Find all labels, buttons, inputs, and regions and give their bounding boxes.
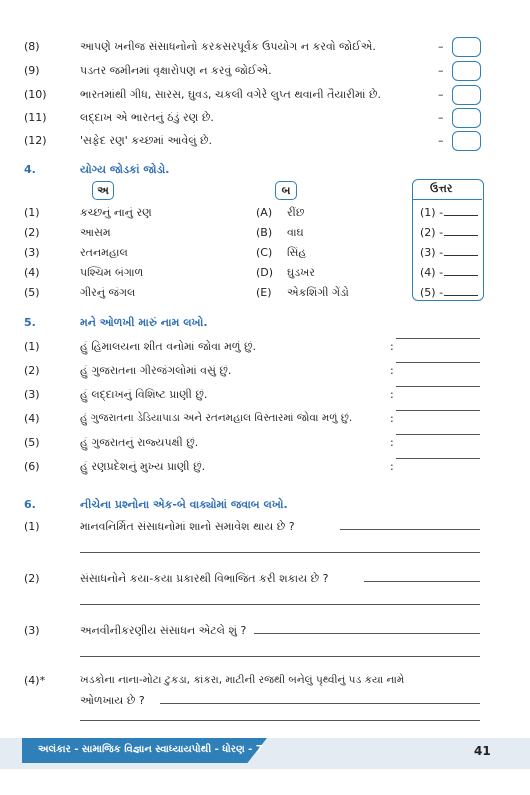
colon: : bbox=[390, 412, 394, 425]
question-text: માનવનિર્મિત સંસાધનોમાં શાનો સમાવેશ થાય છે ? bbox=[80, 520, 295, 533]
colon: : bbox=[390, 388, 394, 401]
section-number: 6. bbox=[24, 498, 36, 511]
answer-blank[interactable] bbox=[444, 206, 478, 216]
answer-line[interactable] bbox=[396, 386, 480, 387]
answer-box[interactable] bbox=[452, 85, 481, 105]
answer-blank[interactable] bbox=[444, 266, 478, 276]
item-text: લદ્દાખ એ ભારતનું ઠંડું રણ છે. bbox=[80, 111, 214, 124]
answer-box[interactable] bbox=[452, 131, 481, 151]
answer-line[interactable] bbox=[396, 434, 480, 435]
answer-box[interactable] bbox=[452, 61, 481, 81]
answer-box[interactable] bbox=[452, 37, 481, 57]
question-text: સંસાધનોને કયા-કયા પ્રકારથી વિભાજિત કરી શકાય છે ? bbox=[80, 572, 329, 585]
column-b-item: વાઘ bbox=[287, 226, 304, 239]
item-number: (2) bbox=[24, 364, 40, 377]
question-text: અનવીનીકરણીય સંસાધન એટલે શું ? bbox=[80, 624, 247, 637]
item-number: (9) bbox=[24, 64, 40, 77]
answer-line[interactable] bbox=[254, 633, 480, 634]
item-number: (4) bbox=[24, 412, 40, 425]
answer-line[interactable] bbox=[160, 703, 480, 704]
item-text: ભારતમાંથી ગીધ, સારસ, ઘુવડ, ચકલી વગેરે લુપ્ત થવાની તૈયારીમાં છે. bbox=[80, 88, 381, 101]
answer-line[interactable] bbox=[340, 529, 480, 530]
column-a-item: રતનમહાલ bbox=[80, 246, 128, 259]
answer-line[interactable] bbox=[396, 362, 480, 363]
answer-line[interactable] bbox=[396, 410, 480, 411]
column-b-label: (A) bbox=[256, 206, 273, 219]
column-b-heading: બ bbox=[275, 181, 297, 200]
row-number: (5) bbox=[24, 286, 40, 299]
dash: – bbox=[438, 40, 444, 53]
answer-label: (5) - bbox=[420, 286, 444, 299]
answer-slot[interactable] bbox=[420, 206, 478, 219]
row-number: (3) bbox=[24, 246, 40, 259]
footer-book-title: અલંકાર - સામાજિક વિજ્ઞાન સ્વાધ્યાયપોથી - ધોરણ - 7 bbox=[38, 744, 263, 755]
colon: : bbox=[390, 364, 394, 377]
row-number: (4) bbox=[24, 266, 40, 279]
column-b-item: રીંછ bbox=[287, 206, 305, 219]
answer-slot[interactable] bbox=[420, 286, 478, 299]
answer-label: (2) - bbox=[420, 226, 444, 239]
answer-line[interactable] bbox=[80, 656, 480, 657]
colon: : bbox=[390, 340, 394, 353]
item-text: હું રણપ્રદેશનું મુખ્ય પ્રાણી છું. bbox=[80, 460, 206, 473]
section-title: મને ઓળખી મારું નામ લખો. bbox=[80, 316, 208, 329]
answer-blank[interactable] bbox=[444, 226, 478, 236]
colon: : bbox=[390, 460, 394, 473]
item-number: (10) bbox=[24, 88, 47, 101]
answer-blank[interactable] bbox=[444, 246, 478, 256]
item-text: હું ગુજરાતના ડેડિયાપાડા અને રતનમહાલ વિસ્તારમાં જોવા મળું છું. bbox=[80, 412, 353, 424]
column-b-item: સિંહ bbox=[287, 246, 307, 259]
dash: – bbox=[438, 134, 444, 147]
column-b-label: (C) bbox=[256, 246, 273, 259]
question-text: ખડકોના નાના-મોટા ટુકડા, કાંકરા, માટીની રજથી બનેલું પૃથ્વીનું પડ કયા નામે bbox=[80, 674, 405, 686]
column-a-item: ગીરનું જંગલ bbox=[80, 286, 136, 299]
question-number: (1) bbox=[24, 520, 40, 533]
answer-label: (1) - bbox=[420, 206, 444, 219]
answer-line[interactable] bbox=[80, 552, 480, 553]
question-text-continued: ઓળખાય છે ? bbox=[80, 694, 145, 707]
item-number: (5) bbox=[24, 436, 40, 449]
answer-line[interactable] bbox=[80, 604, 480, 605]
dash: – bbox=[438, 111, 444, 124]
answer-frame bbox=[412, 179, 484, 301]
page-number: 41 bbox=[474, 744, 491, 758]
column-b-label: (D) bbox=[256, 266, 274, 279]
answer-box[interactable] bbox=[452, 108, 481, 128]
item-text: પડતર જમીનમાં વૃક્ષારોપણ ન કરવું જોઈએ. bbox=[80, 64, 272, 77]
answer-line[interactable] bbox=[80, 720, 480, 721]
item-text: હું હિમાલયના શીત વનોમાં જોવા મળું છું. bbox=[80, 340, 257, 353]
item-text: હું ગુજરાતના ગીરજંગલોમાં વસું છું. bbox=[80, 364, 232, 377]
column-b-label: (E) bbox=[256, 286, 272, 299]
answer-label: (3) - bbox=[420, 246, 444, 259]
column-b-item: એકશિંગી ગેંડો bbox=[287, 286, 349, 299]
column-b-label: (B) bbox=[256, 226, 273, 239]
item-number: (3) bbox=[24, 388, 40, 401]
column-b-item: ઘુડખર bbox=[287, 266, 315, 279]
answer-divider bbox=[412, 199, 482, 200]
item-text: આપણે ખનીજ સંસાધનોનો કરકસરપૂર્વક ઉપયોગ ન કરવો જોઈએ. bbox=[80, 40, 376, 53]
answer-line[interactable] bbox=[396, 338, 480, 339]
item-number: (1) bbox=[24, 340, 40, 353]
answer-slot[interactable] bbox=[420, 266, 478, 279]
question-number: (2) bbox=[24, 572, 40, 585]
answer-slot[interactable] bbox=[420, 246, 478, 259]
item-text: હું લદ્દાખનું વિશિષ્ટ પ્રાણી છું. bbox=[80, 388, 208, 401]
item-text: હું ગુજરાતનું રાજ્યપક્ષી છું. bbox=[80, 436, 199, 449]
column-a-item: પશ્ચિમ બંગાળ bbox=[80, 266, 144, 279]
column-a-heading: અ bbox=[92, 181, 114, 200]
answer-slot[interactable] bbox=[420, 226, 478, 239]
item-number: (12) bbox=[24, 134, 47, 147]
answer-line[interactable] bbox=[396, 458, 480, 459]
section-number: 4. bbox=[24, 163, 36, 176]
question-number: (3) bbox=[24, 624, 40, 637]
item-number: (11) bbox=[24, 111, 47, 124]
column-a-item: આસમ bbox=[80, 226, 111, 239]
answer-heading: ઉત્તર bbox=[430, 182, 453, 195]
dash: – bbox=[438, 64, 444, 77]
item-text: 'સફેદ રણ' કચ્છમાં આવેલું છે. bbox=[80, 134, 213, 147]
row-number: (2) bbox=[24, 226, 40, 239]
answer-label: (4) - bbox=[420, 266, 444, 279]
section-title: નીચેના પ્રશ્નોના એક-બે વાક્યોમાં જવાબ લખો. bbox=[80, 498, 288, 511]
question-number: (4)* bbox=[24, 674, 46, 687]
dash: – bbox=[438, 88, 444, 101]
answer-line[interactable] bbox=[364, 581, 480, 582]
section-number: 5. bbox=[24, 316, 36, 329]
section-title: યોગ્ય જોડકાં જોડો. bbox=[80, 163, 170, 176]
column-a-item: કચ્છનું નાનું રણ bbox=[80, 206, 152, 219]
answer-blank[interactable] bbox=[444, 286, 478, 296]
item-number: (8) bbox=[24, 40, 40, 53]
row-number: (1) bbox=[24, 206, 40, 219]
item-number: (6) bbox=[24, 460, 40, 473]
colon: : bbox=[390, 436, 394, 449]
